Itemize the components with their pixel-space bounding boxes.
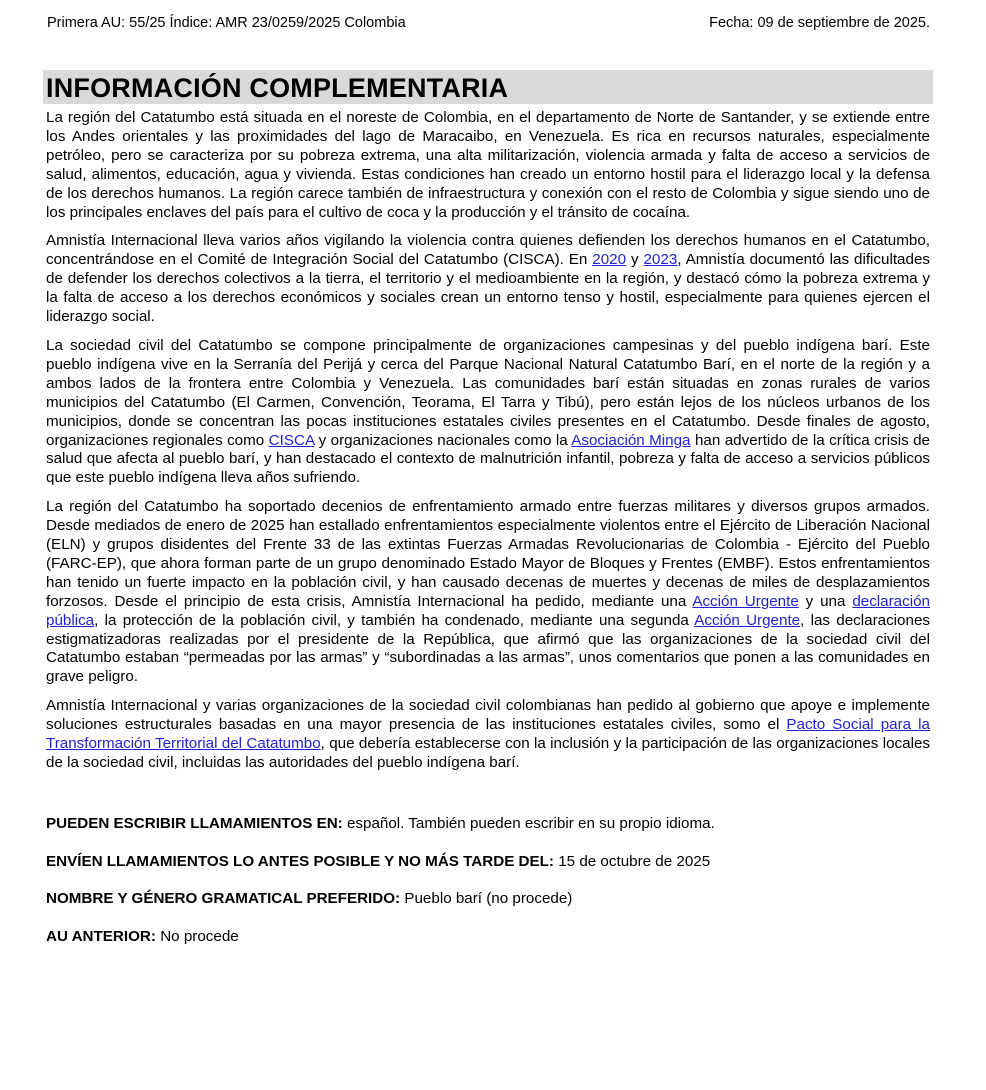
link-cisca[interactable]: CISCA (268, 431, 315, 449)
field-previous-au (46, 927, 930, 947)
appeal-fields (46, 814, 930, 964)
field-languages-label: PUEDEN ESCRIBIR LLAMAMIENTOS EN: (46, 815, 343, 832)
field-name-gender-value: Pueblo barí (no procede) (400, 890, 573, 907)
link-declaracion-publica[interactable]: declaración pública (46, 592, 930, 629)
field-deadline (46, 852, 930, 872)
paragraph-civil-society: La sociedad civil del Catatumbo se compone principalmente de organizaciones campesinas y del pueblo indígena barí. Este pueblo indígena vive en la Serranía del Perijá y cerca del Parque Nacional Natural Catatumbo Barí, en el norte de la región y a ambos lados de la frontera entre Colombia y Venezuela. Las comunidades barí están situadas en zonas rurales de varios municipios del Catatumbo (El Carmen, Convención, Teorama, El Tarra y Tibú), pero están lejos de los núcleos urbanos de los municipios, donde se concentran las pocas instituciones estatales civiles presentes en el Catatumbo. Desde finales de agosto, organizaciones regionales como CISCA y organizaciones nacionales como la Asociación Minga han advertido de la crítica crisis de salud que afecta al pueblo barí, y han destacado el contexto de malnutrición infantil, pobreza y falta de acceso a servicios públicos que este pueblo indígena lleva años sufriendo. (46, 336, 930, 487)
header-reference: Primera AU: 55/25 Índice: AMR 23/0259/2025 Colombia (47, 15, 406, 31)
body-text (46, 109, 930, 783)
paragraph-structural-solutions: Amnistía Internacional y varias organizaciones de la sociedad civil colombianas han pedido al gobierno que apoye e implemente soluciones estructurales basadas en una mayor presencia de las instituciones estatales civiles, somo el Pacto Social para la Transformación Territorial del Catatumbo, que debería establecerse con la inclusión y la participación de las organizaciones locales de la sociedad civil, incluidas las autoridades del pueblo indígena barí. (46, 697, 930, 771)
field-previous-au-value: No procede (155, 927, 239, 945)
header-date: Fecha: 09 de septiembre de 2025. (709, 15, 930, 31)
section-title: INFORMACIÓN COMPLEMENTARIA (43, 70, 933, 104)
paragraph-region: La región del Catatumbo está situada en el noreste de Colombia, en el departamento de Norte de Santander, y se extiende entre los Andes orientales y las proximidades del lago de Maracaibo, en Venezuela. Es rica en recursos naturales, especialmente petróleo, pero se caracteriza por su pobreza extrema, una alta militarización, violencia armada y falta de acceso a servicios de salud, alimentos, educación, agua y vivienda. Estas condiciones han creado un entorno hostil para el liderazgo local y la defensa de los derechos humanos. La región carece también de infraestructura y conexión con el resto de Colombia y sigue siendo uno de los principales enclaves del país para el cultivo de coca y la producción y el tránsito de cocaína. (46, 109, 930, 221)
paragraph-amnesty-monitoring: Amnistía Internacional lleva varios años vigilando la violencia contra quienes defienden los derechos humanos en el Catatumbo, concentrándose en el Comité de Integración Social del Catatumbo (CISCA). En 2020 y 2023, Amnistía documentó las dificultades de defender los derechos colectivos a la tierra, el territorio y el medioambiente en la región, y destacó cómo la pobreza extrema y la falta de acceso a los derechos económicos y sociales crean un entorno tenso y hostil, especialmente para quienes ejercen el liderazgo social. (46, 232, 930, 326)
link-asociacion-minga[interactable]: Asociación Minga (571, 431, 691, 449)
link-accion-urgente-2[interactable]: Acción Urgente (694, 611, 801, 629)
field-languages-value: español. También pueden escribir en su propio idioma. (342, 815, 715, 832)
link-accion-urgente-1[interactable]: Acción Urgente (692, 592, 799, 610)
field-name-gender-label: NOMBRE Y GÉNERO GRAMATICAL PREFERIDO: (46, 890, 401, 907)
link-pacto-social[interactable]: Pacto Social para la Transformación Territorial del Catatumbo (46, 716, 930, 753)
field-languages (46, 814, 930, 834)
link-2023[interactable]: 2023 (643, 251, 678, 269)
field-deadline-value: 15 de octubre de 2025 (553, 852, 711, 870)
link-2020[interactable]: 2020 (592, 251, 627, 269)
field-deadline-label: ENVÍEN LLAMAMIENTOS LO ANTES POSIBLE Y NO MÁS TARDE DEL: (46, 852, 554, 870)
running-header (47, 14, 930, 32)
field-name-gender (46, 889, 930, 909)
paragraph-armed-conflict: La región del Catatumbo ha soportado decenios de enfrentamiento armado entre fuerzas militares y diversos grupos armados. Desde mediados de enero de 2025 han estallado enfrentamientos especialmente violentos entre el Ejército de Liberación Nacional (ELN) y grupos disidentes del Frente 33 de las extintas Fuerzas Armadas Revolucionarias de Colombia - Ejército del Pueblo (FARC-EP), que ahora forman parte de un grupo denominado Estado Mayor de Bloques y Frentes (EMBF). Estos enfrentamientos han tenido un fuerte impacto en la población civil, y han causado decenas de muertes y decenas de miles de desplazamientos forzosos. Desde el principio de esta crisis, Amnistía Internacional ha pedido, mediante una Acción Urgente y una declaración pública, la protección de la población civil, y también ha condenado, mediante una segunda Acción Urgente, las declaraciones estigmatizadoras realizadas por el presidente de la República, que afirmó que las organizaciones de la sociedad civil del Catatumbo estaban “permeadas por las armas” y “subordinadas a las armas”, unos comentarios que ponen a las comunidades en grave peligro. (46, 498, 930, 686)
field-previous-au-label: AU ANTERIOR: (46, 927, 156, 945)
